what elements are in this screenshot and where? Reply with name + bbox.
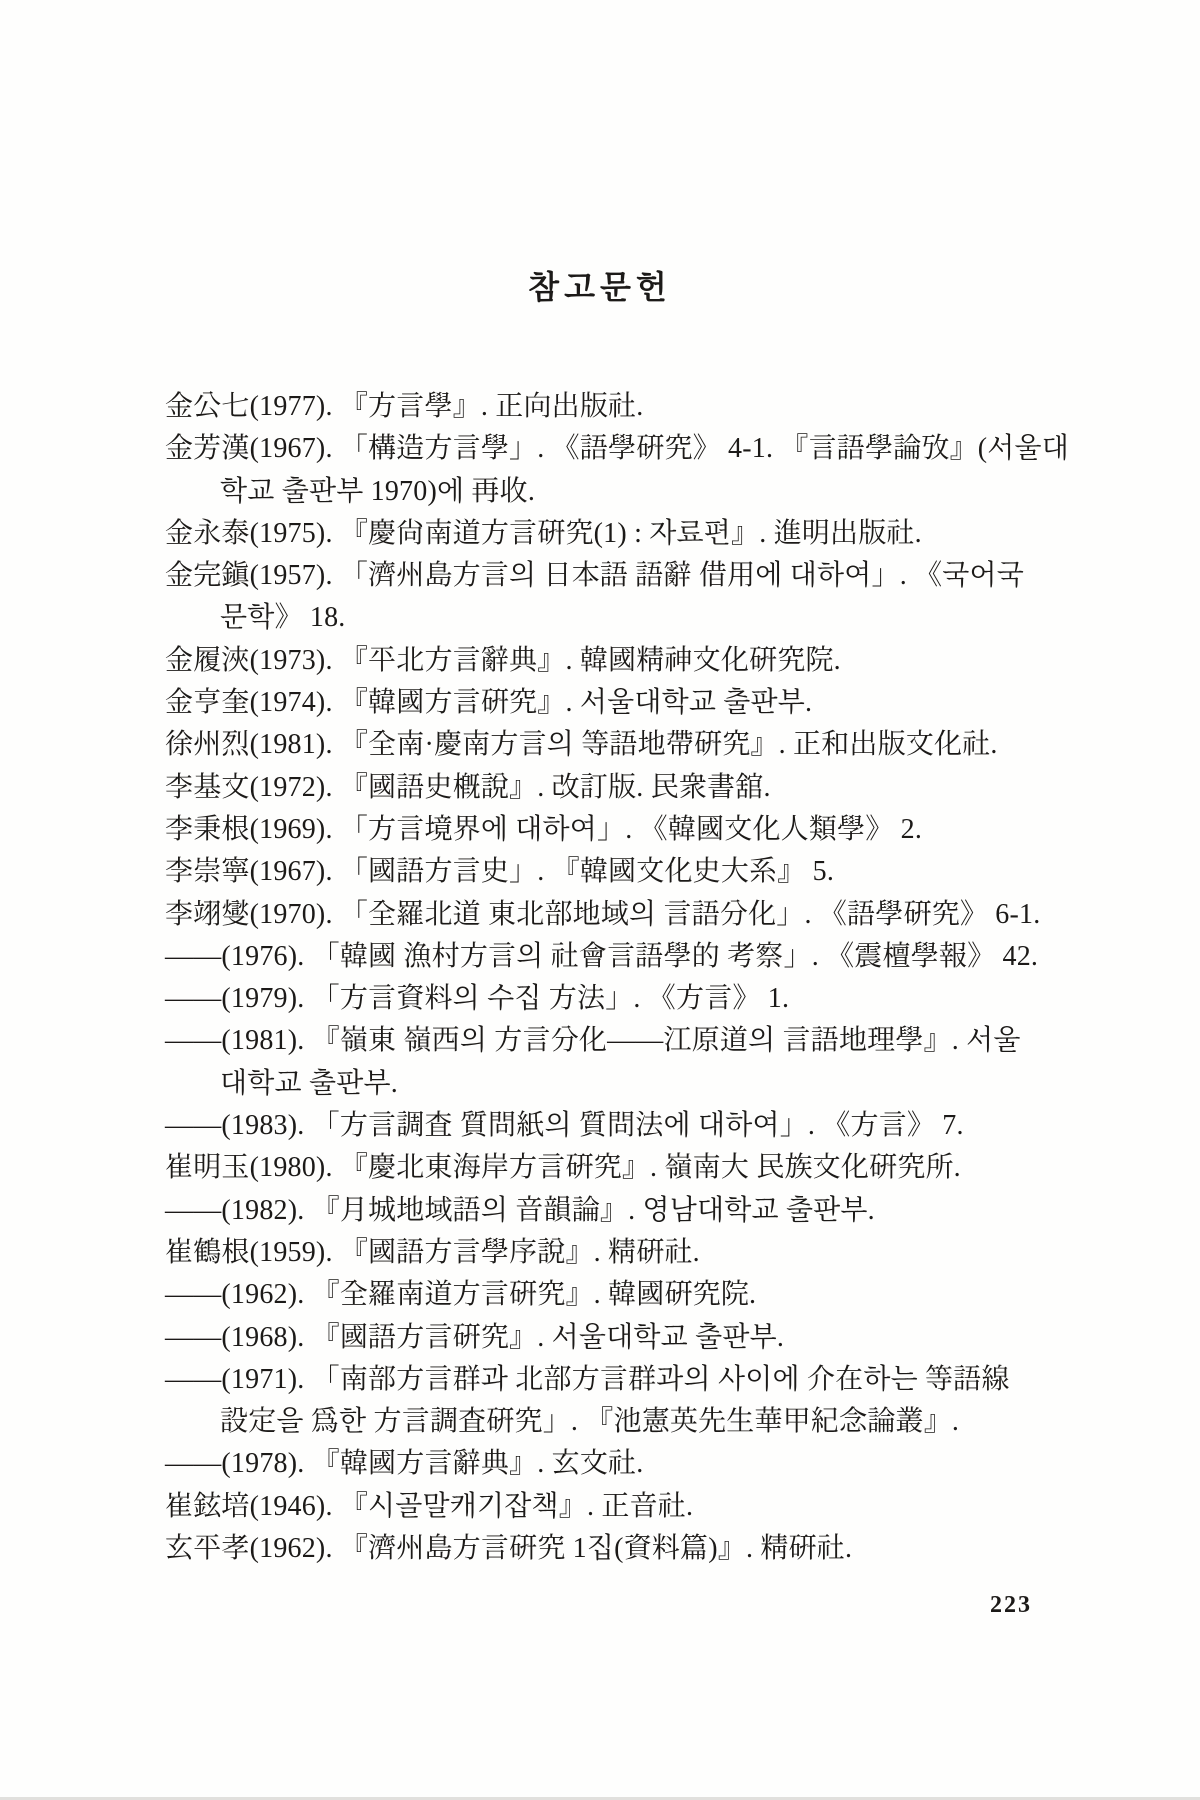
reference-entry (165, 386, 1075, 428)
reference-entry-line: ——(1982). 『月城地域語의 音韻論』. 영남대학교 출판부. (165, 1194, 875, 1226)
reference-entry (165, 1147, 1075, 1189)
reference-list (165, 386, 1075, 1570)
reference-entry-line: ——(1962). 『全羅南道方言硏究』. 韓國硏究院. (165, 1279, 757, 1311)
reference-entry (165, 809, 1075, 851)
reference-entry (165, 1486, 1075, 1528)
reference-entry (165, 640, 1075, 682)
reference-entry (165, 555, 1075, 640)
reference-entry-line: 徐州烈(1981). 『全南·慶南方言의 等語地帶硏究』. 正和出版文化社. (165, 729, 998, 761)
reference-entry (165, 1105, 1075, 1147)
reference-entry-line: ——(1976). 「韓國 漁村方言의 社會言語學的 考察」. 《震檀學報》 42. (165, 940, 1039, 972)
reference-entry-line: 金亨奎(1974). 『韓國方言硏究』. 서울대학교 출판부. (165, 687, 813, 719)
page-title: 참고문헌 (528, 269, 672, 305)
reference-entry-line: 金履浹(1973). 『平北方言辭典』. 韓國精神文化硏究院. (165, 644, 841, 676)
reference-entry-line: ——(1968). 『國語方言硏究』. 서울대학교 출판부. (165, 1321, 785, 1353)
reference-entry (165, 1020, 1075, 1105)
reference-entry (165, 936, 1075, 978)
reference-entry-continuation-line: 학교 출판부 1970)에 再收. (220, 475, 536, 507)
reference-entry (165, 513, 1075, 555)
reference-entry-line: 李秉根(1969). 「方言境界에 대하여」. 《韓國文化人類學》 2. (165, 813, 923, 845)
reference-entry-line: 玄平孝(1962). 『濟州島方言硏究 1집(資料篇)』. 精硏社. (165, 1533, 853, 1565)
reference-entry-line: 李基文(1972). 『國語史槪說』. 改訂版. 民衆書舘. (165, 771, 771, 803)
reference-entry (165, 1528, 1075, 1570)
reference-entry (165, 1443, 1075, 1485)
reference-entry (165, 851, 1075, 893)
reference-entry-line: 崔鶴根(1959). 『國語方言學序說』. 精硏社. (165, 1236, 700, 1268)
reference-entry-line: ——(1979). 「方言資料의 수집 方法」. 《方言》 1. (165, 983, 790, 1015)
reference-entry-continuation-line: 대학교 출판부. (220, 1067, 398, 1099)
reference-entry (165, 767, 1075, 809)
reference-entry-line: 金芳漢(1967). 「構造方言學」. 《語學硏究》 4-1. 『言語學論攷』(서울대 (165, 433, 1070, 465)
reference-entry-line: 李崇寧(1967). 「國語方言史」. 『韓國文化史大系』 5. (165, 856, 835, 888)
page-number: 223 (990, 1592, 1032, 1618)
reference-entry-line: 李翊燮(1970). 「全羅北道 東北部地域의 言語分化」. 《語學硏究》 6-1. (165, 898, 1041, 930)
reference-entry-line: 崔鉉培(1946). 『시골말캐기잡책』. 正音社. (165, 1490, 694, 1522)
reference-entry-line: ——(1981). 『嶺東 嶺西의 方言分化——江原道의 言語地理學』. 서울 (165, 1025, 1021, 1057)
reference-entry-line: ——(1971). 「南部方言群과 北部方言群과의 사이에 介在하는 等語線 (165, 1363, 1010, 1395)
reference-entry-line: 金公七(1977). 『方言學』. 正向出版社. (165, 391, 644, 422)
reference-entry-line: 金永泰(1975). 『慶尙南道方言硏究(1) : 자료편』. 進明出版社. (165, 517, 922, 549)
reference-entry (165, 1274, 1075, 1316)
reference-entry-line: 崔明玉(1980). 『慶北東海岸方言硏究』. 嶺南大 民族文化硏究所. (165, 1152, 961, 1184)
reference-entry-line: 金完鎭(1957). 「濟州島方言의 日本語 語辭 借用에 대하여」. 《국어국 (165, 560, 1025, 592)
reference-entry (165, 1359, 1075, 1444)
reference-entry (165, 724, 1075, 766)
reference-entry (165, 978, 1075, 1020)
reference-entry-continuation-line: 設定을 爲한 方言調査硏究」. 『池憲英先生華甲紀念論叢』. (220, 1406, 960, 1438)
reference-entry (165, 682, 1075, 724)
reference-entry (165, 1190, 1075, 1232)
reference-entry (165, 428, 1075, 513)
reference-entry-continuation-line: 문학》 18. (220, 602, 346, 634)
reference-entry-line: ——(1983). 「方言調査 質問紙의 質問法에 대하여」. 《方言》 7. (165, 1110, 964, 1142)
reference-entry-line: ——(1978). 『韓國方言辭典』. 玄文社. (165, 1448, 644, 1480)
reference-entry (165, 1232, 1075, 1274)
reference-entry (165, 1317, 1075, 1359)
reference-entry (165, 894, 1075, 936)
